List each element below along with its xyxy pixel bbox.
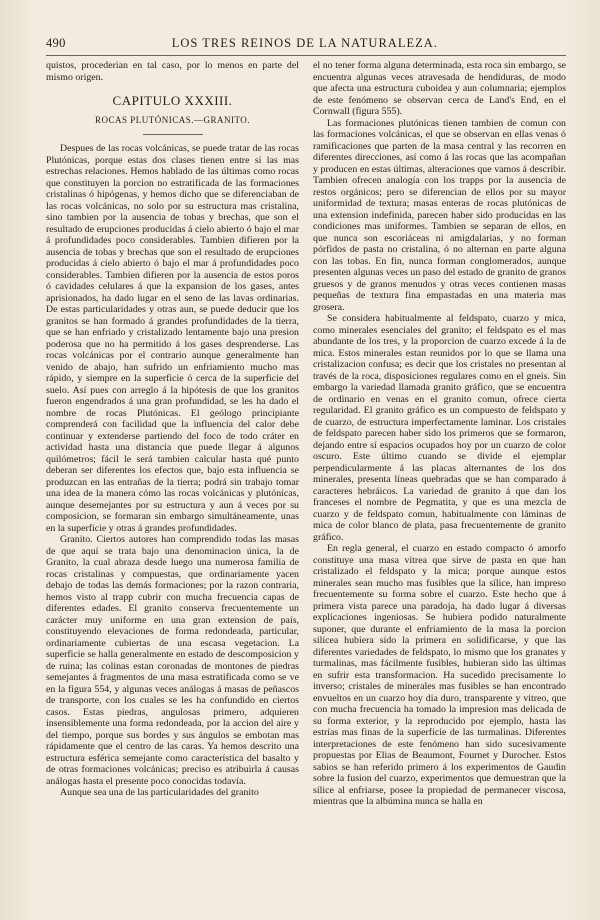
- header-rule: [46, 55, 566, 56]
- subtitle-rule: [143, 134, 203, 135]
- chapter-heading: CAPITULO XXXIII.: [112, 93, 233, 108]
- paragraph: Granito. Ciertos autores han comprendido todas las masas de que aquí se trata bajo una denominacion única, la de Granito, la cual abraza desde luego una numerosa familia de rocas cristalinas y compuestas, que ordinariamente yacen debajo de todas las demás formaciones; por la razon contraria, hemos visto al trapp cubrir con mucha frecuencia capas de diferentes edades. El granito conserva frecuentemente un carácter muy uniforme en una gran extension de país, constituyendo elevaciones de forma redondeada, particular, ordinariamente cubiertas de una escasa vegetacion. La superficie se halla generalmente en estado de descomposicion y de ruina; las colinas estan coronadas de montones de piedras semejantes á fragmentos de una masa estratificada como se ve en la figura 554, y algunas veces análogas á masas de peñascos de transporte, con los cuales se les ha confundido en ciertos casos. Estas piedras, angulosas primero, adquieren insensiblemente una forma redondeada, por la accion del aire y del tiempo, porque sus bordes y sus ángulos se embotan mas rápidamente que el centro de las caras. Ya hemos descrito una estructura esférica semejante como característica del basalto y de otras formaciones volcánicas; preciso es atribuirla á causas análogas hasta el presente poco conocidas todavía.: [46, 534, 299, 787]
- left-column: [46, 60, 299, 905]
- paragraph: Aunque sea una de las particularidades del granito: [60, 787, 259, 798]
- running-head: [46, 36, 566, 51]
- page-number: 490: [46, 36, 66, 50]
- right-column: [313, 60, 566, 905]
- chapter-subtitle: ROCAS PLUTÓNICAS.—GRANITO.: [94, 114, 251, 125]
- text-columns: [46, 60, 566, 905]
- paragraph: Las formaciones plutónicas tienen tambien de comun con las formaciones volcánicas, el que se observan en ellas venas ó ramificaciones que parten de la masa central y las recorren en diferentes direcciones, así como á las rocas que las acompañan y producen en estas últimas, alteraciones que vamos á describir. Tambien ofrecen analogía con los trapps por la ausencia de restos orgánicos; pero se diferencian de ellos por su mayor uniformidad de textura; masas enteras de rocas plutónicas de una extension indefinida, parecen haber sido producidas en las condiciones mas uniformes. Tambien se separan de ellos, en que nunca son escoriáceas ni amigdalarias, y no forman pórfidos de pasta no cristalina, ó no alternan en parte alguna con las tobas. En fin, nunca forman conglomerados, aunque presenten algunas veces un paso del estado de granito de granos gruesos y de granos menudos y otras veces contienen masas pequeñas de textura fina empastadas en una materia mas grosera.: [313, 117, 566, 313]
- paragraph: Despues de las rocas volcánicas, se puede tratar de las rocas Plutónicas, porque estas dos clases tienen entre sí las mas estrechas relaciones. Hemos hablado de las últimas como rocas que constituyen la porcion no estratificada de las formaciones cristalinas ó hipógenas, y hemos dicho que se diferenciaban de las rocas volcánicas, no solo por su estructura mas cristalina, sino tambien por la ausencia de tobas y brechas, que son el resultado de erupciones producidas á cielo abierto ó bajo el mar á profundidades poco considerables. Tambien difieren por la ausencia de tobas y brechas que son el resultado de erupciones producidas á cielo abierto ó bajo el mar á profundidades poco considerables. Tambien difieren por la ausencia de estos poros ó cavidades celulares á que la expansion de los gases, antes aprisionados, ha dado lugar en el seno de las lavas ordinarias. De estas particularidades y otras aun, se puede deducir que los granitos se han formado á grandes profundidades de la tierra, que se han enfriado y cristalizado lentamente bajo una presion poderosa que no ha permitido á los gases desprenderse. Las rocas volcánicas por el contrario aunque generalmente han venido de abajo, han sufrido un enfriamiento mucho mas rápido, y siempre en la superficie ó cerca de la superficie del suelo. Así pues con arreglo á la hipótesis de que los granitos fueron engendrados á una gran profundidad, se les ha dado el nombre de rocas Plutónicas. El geólogo principiante comprenderá con facilidad que la influencia del calor debe continuar y extenderse partiendo del foco de todo cráter en actividad hasta una distancia que puede llegar á algunos quilómetros; fácil le será tambien calcular hasta qué punto deberan ser diferentes los efectos que, bajo esta influencia se produzcan en las entrañas de la tierra; podrá sin trabajo tomar una idea de la manera cómo las rocas volcánicas y plutónicas, aunque desemejantes por su estructura y aun á veces por su composicion, se formaran sin embargo simultáneamente, unas en la superficie y otras á grandes profundidades.: [46, 143, 299, 534]
- running-title: LOS TRES REINOS DE LA NATURALEZA.: [171, 36, 438, 50]
- paragraph: En regla general, el cuarzo en estado compacto ó amorfo constituye una masa vitrea que sirve de pasta en que han cristalizado el feldspato y la mica; porque aunque estos minerales sean mucho mas fusibles que la sílice, han impreso frecuentemente su forma sobre el cuarzo. Este hecho que á primera vista parece una paradoja, ha dado lugar á diversas explicaciones ingeniosas. Se hubiera podido naturalmente suponer, que durante el enfriamiento de la masa la porcion silícea hubiera sido la primera en solidificarse, y que las diferentes variedades de feldspato, lo mismo que los granates y turmalinas, mas fácilmente fusibles, hubieran sido las últimas en sufrir esta transformacion. Ha sucedido precisamente lo inverso; cristales de minerales mas fusibles se han encontrado envueltos en un cuarzo hoy dia duro, transparente y vitreo, que con mucha frecuencia ha tomado la impresion mas delicada de su forma exterior, y la reproducido por ejemplo, hasta las estrías mas finas de la superficie de las turmalinas. Diferentes interpretaciones de este fenómeno han sido sucesivamente propuestas por Elias de Beaumont, Fournet y Durocher. Estos sabios se han referido primero á los experimentos de Gaudin sobre la fusion del cuarzo, experimentos que demuestran que la sílice al enfriarse, posee la propiedad de permanecer viscosa, mientras que la albúmina nunca se halla en: [313, 543, 566, 807]
- paragraph: quistos, procederian en tal caso, por lo menos en parte del mismo origen.: [46, 60, 299, 83]
- paragraph: Se considera habitualmente al feldspato, cuarzo y mica, como minerales esenciales del granito; el feldspato es el mas abundante de los tres, y la proporcion de cuarzo excede á la de mica. Estos minerales estan reunidos por lo que se llama una cristalizacion confusa; es decir que los cristales no presentan al través de la roca, disposiciones regulares como en el gneis. Sin embargo la variedad llamada granito gráfico, que se encuentra de ordinario en venas en el granito comun, ofrece cierta regularidad. El granito gráfico es un compuesto de feldspato y de cuarzo, de estructura imperfectamente laminar. Los cristales de feldspato parecen haber sido los primeros que se formaron, dejando entre sí espacios ocupados hoy por un cuarzo de color oscuro. Este último cuando se divide el ejemplar perpendicularmente á las placas alternantes de los dos minerales, presenta líneas quebradas que se han comparado á caracteres hebráicos. La variedad de granito á que dan los franceses el nombre de Pegmatita, y que es una mezcla de cuarzo y de feldspato comun, habitualmente con láminas de mica de color blanco de plata, pasa frecuentemente de granito gráfico.: [313, 313, 566, 543]
- paragraph: el no tener forma alguna determinada, esta roca sin embargo, se encuentra algunas veces atravesada de hendiduras, de modo que afecta una estructura cuboidea y aun columnaria; ejemplos de este fenómeno se observan cerca de Land's End, en el Cornwall (figura 555).: [313, 60, 566, 117]
